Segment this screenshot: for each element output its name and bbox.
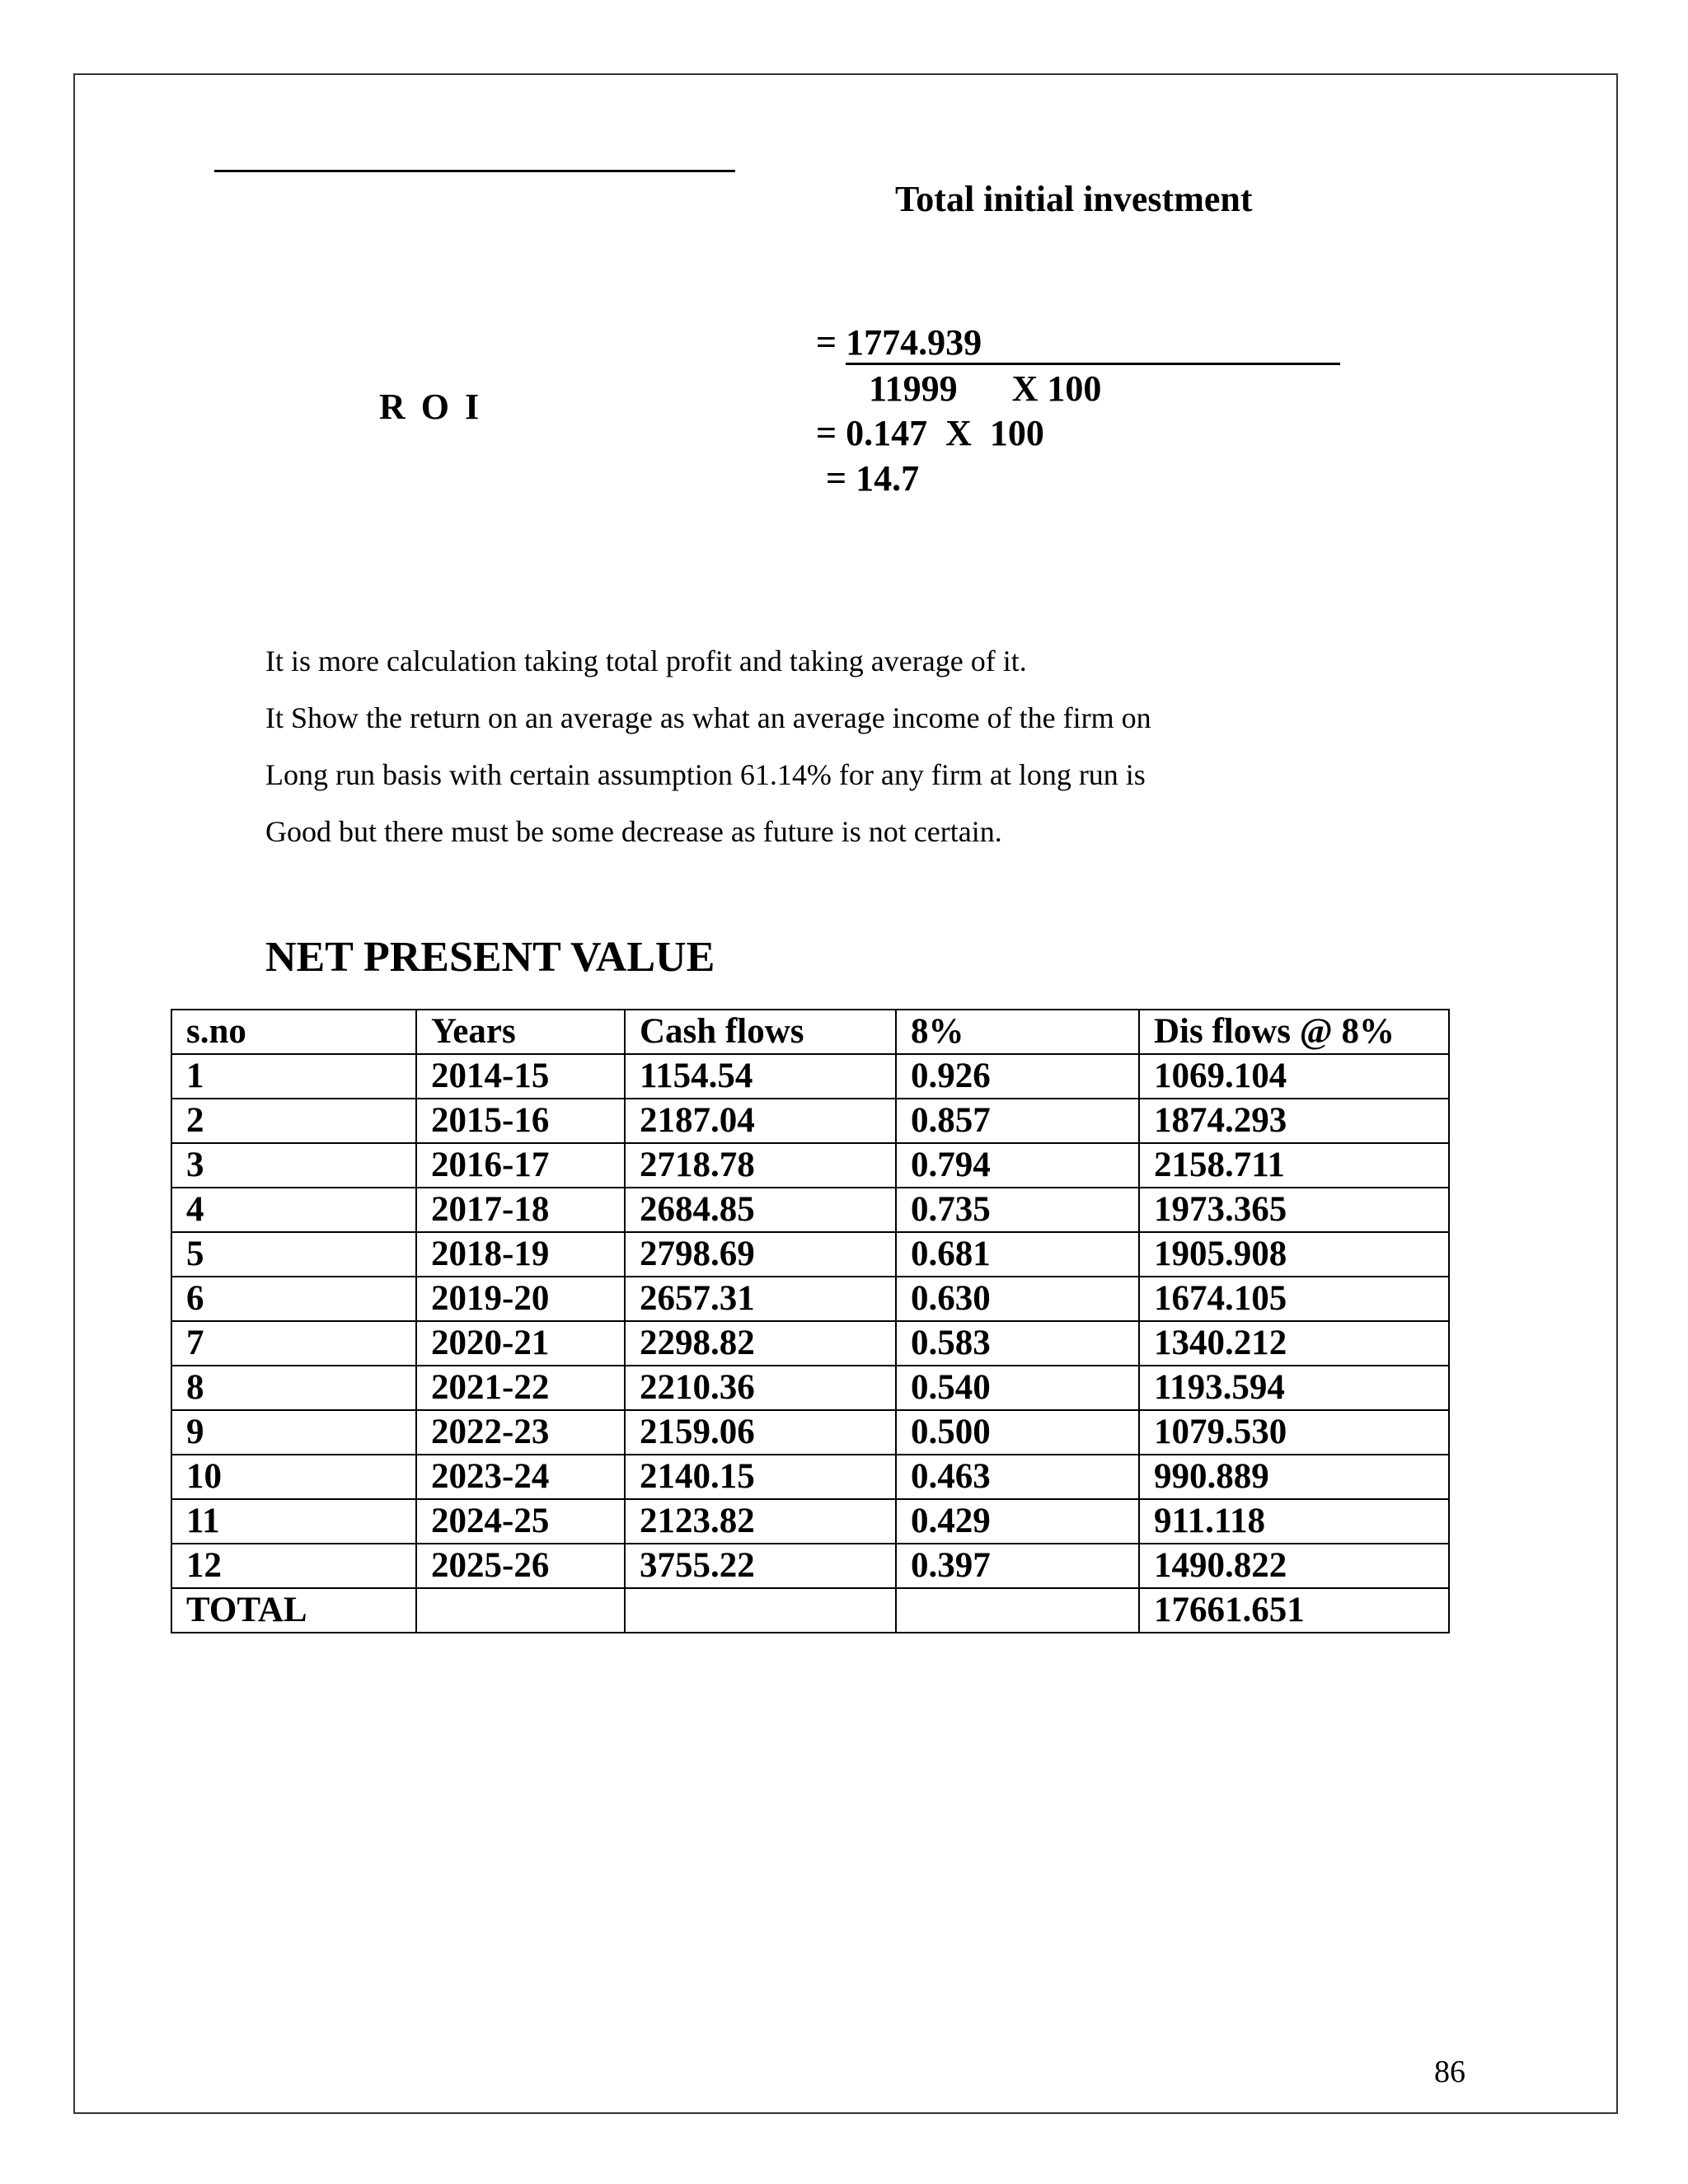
cell-discounted-flow: 911.118	[1139, 1499, 1449, 1544]
roi-calc-line-2: 11999 X 100	[869, 368, 1102, 409]
table-row	[171, 1143, 1449, 1188]
cell-sno: 9	[171, 1410, 416, 1455]
cell-discount-factor: 0.735	[896, 1188, 1139, 1232]
cell-cash-flow: 2718.78	[625, 1143, 896, 1188]
cell-year: 2015-16	[416, 1099, 625, 1143]
cell-discount-factor: 0.583	[896, 1321, 1139, 1366]
cell-discounted-flow: 1340.212	[1139, 1321, 1449, 1366]
table-row	[171, 1499, 1449, 1544]
roi-explanation	[265, 633, 1337, 860]
investment-heading: Total initial investment	[895, 179, 1253, 219]
column-header-cash-flows: Cash flows	[625, 1010, 896, 1054]
table-row	[171, 1188, 1449, 1232]
cell-discount-factor: 0.397	[896, 1544, 1139, 1588]
cell-year: 2016-17	[416, 1143, 625, 1188]
cell-sno: 1	[171, 1054, 416, 1099]
table-row	[171, 1232, 1449, 1277]
total-value: 17661.651	[1139, 1588, 1449, 1633]
cell-year: 2019-20	[416, 1277, 625, 1321]
table-row	[171, 1410, 1449, 1455]
roi-calc-prefix: =	[816, 322, 846, 363]
cell-cash-flow: 2123.82	[625, 1499, 896, 1544]
table-row	[171, 1099, 1449, 1143]
npv-title: NET PRESENT VALUE	[265, 934, 715, 981]
cell-cash-flow: 2210.36	[625, 1366, 896, 1410]
cell-sno: 2	[171, 1099, 416, 1143]
roi-calc-line-1	[816, 321, 1340, 365]
cell-year: 2020-21	[416, 1321, 625, 1366]
cell-discounted-flow: 1874.293	[1139, 1099, 1449, 1143]
cell-year: 2018-19	[416, 1232, 625, 1277]
roi-label: R O I	[379, 387, 483, 427]
cell-sno: 11	[171, 1499, 416, 1544]
cell-cash-flow: 2684.85	[625, 1188, 896, 1232]
cell-cash-flow: 2159.06	[625, 1410, 896, 1455]
paragraph-line: Long run basis with certain assumption 61.14% for any firm at long run is	[265, 758, 1146, 791]
table-row	[171, 1321, 1449, 1366]
page-number: 86	[1434, 2055, 1465, 2089]
cell-sno: 4	[171, 1188, 416, 1232]
cell-sno: 7	[171, 1321, 416, 1366]
roi-calc-numerator: 1774.939	[846, 323, 1340, 365]
cell-cash-flow: 3755.22	[625, 1544, 896, 1588]
table-row	[171, 1277, 1449, 1321]
total-label: TOTAL	[171, 1588, 416, 1633]
cell-discounted-flow: 1973.365	[1139, 1188, 1449, 1232]
table-row	[171, 1544, 1449, 1588]
cell-sno: 3	[171, 1143, 416, 1188]
cell-discount-factor: 0.500	[896, 1410, 1139, 1455]
cell-discount-factor: 0.681	[896, 1232, 1139, 1277]
column-header-sno: s.no	[171, 1010, 416, 1054]
cell-discounted-flow: 1079.530	[1139, 1410, 1449, 1455]
column-header-years: Years	[416, 1010, 625, 1054]
cell-discounted-flow: 990.889	[1139, 1455, 1449, 1499]
cell-discount-factor: 0.857	[896, 1099, 1139, 1143]
column-header-discount-factor: 8%	[896, 1010, 1139, 1054]
roi-calc-line-3: = 0.147 X 100	[816, 413, 1044, 453]
cell-sno: 8	[171, 1366, 416, 1410]
cell-discount-factor: 0.926	[896, 1054, 1139, 1099]
cell-year: 2024-25	[416, 1499, 625, 1544]
table-row	[171, 1054, 1449, 1099]
cell-discounted-flow: 1905.908	[1139, 1232, 1449, 1277]
cell-sno: 6	[171, 1277, 416, 1321]
cell-cash-flow: 2657.31	[625, 1277, 896, 1321]
cell-sno: 12	[171, 1544, 416, 1588]
cell-year: 2017-18	[416, 1188, 625, 1232]
cell-discount-factor: 0.429	[896, 1499, 1139, 1544]
cell-cash-flow: 1154.54	[625, 1054, 896, 1099]
cell-year: 2014-15	[416, 1054, 625, 1099]
paragraph-line: It is more calculation taking total profit and taking average of it.	[265, 644, 1027, 677]
cell-year: 2023-24	[416, 1455, 625, 1499]
table-row	[171, 1455, 1449, 1499]
total-empty-cell	[896, 1588, 1139, 1633]
cell-year: 2025-26	[416, 1544, 625, 1588]
cell-year: 2022-23	[416, 1410, 625, 1455]
cell-discounted-flow: 1674.105	[1139, 1277, 1449, 1321]
cell-sno: 10	[171, 1455, 416, 1499]
cell-discounted-flow: 1490.822	[1139, 1544, 1449, 1588]
table-header-row	[171, 1010, 1449, 1054]
cell-discount-factor: 0.794	[896, 1143, 1139, 1188]
roi-calc-result: = 14.7	[826, 458, 920, 499]
cell-sno: 5	[171, 1232, 416, 1277]
paragraph-line: It Show the return on an average as what an average income of the firm on	[265, 701, 1151, 734]
cell-discount-factor: 0.540	[896, 1366, 1139, 1410]
top-divider-line	[214, 170, 735, 172]
cell-cash-flow: 2140.15	[625, 1455, 896, 1499]
table-row	[171, 1366, 1449, 1410]
cell-cash-flow: 2798.69	[625, 1232, 896, 1277]
cell-discounted-flow: 2158.711	[1139, 1143, 1449, 1188]
cell-year: 2021-22	[416, 1366, 625, 1410]
cell-discounted-flow: 1193.594	[1139, 1366, 1449, 1410]
cell-cash-flow: 2298.82	[625, 1321, 896, 1366]
cell-discount-factor: 0.630	[896, 1277, 1139, 1321]
column-header-discounted-flows: Dis flows @ 8%	[1139, 1010, 1449, 1054]
npv-table	[171, 1009, 1450, 1633]
paragraph-line: Good but there must be some decrease as future is not certain.	[265, 815, 1002, 848]
cell-discount-factor: 0.463	[896, 1455, 1139, 1499]
total-empty-cell	[625, 1588, 896, 1633]
total-empty-cell	[416, 1588, 625, 1633]
table-total-row	[171, 1588, 1449, 1633]
npv-table-body	[171, 1054, 1449, 1633]
cell-discounted-flow: 1069.104	[1139, 1054, 1449, 1099]
cell-cash-flow: 2187.04	[625, 1099, 896, 1143]
